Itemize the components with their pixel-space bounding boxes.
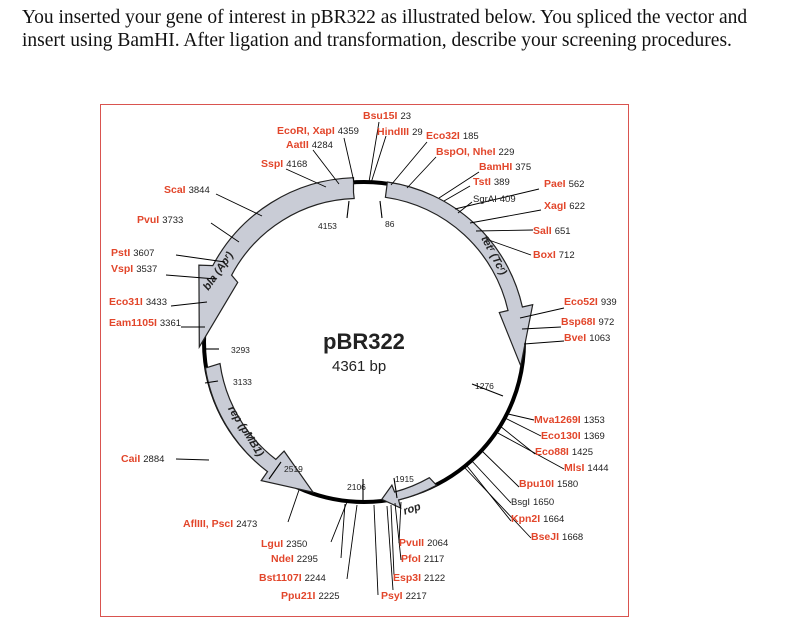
- plasmid-map-figure: [100, 104, 629, 617]
- site-label: BspOI, NheI 229: [436, 146, 515, 158]
- site-label: Eco130I 1369: [541, 430, 605, 442]
- site-label: Mva1269I 1353: [534, 414, 605, 426]
- gene-label-rep: rep (pMB1): [225, 403, 266, 459]
- site-label: VspI 3537: [111, 263, 158, 275]
- site-label: Bst1107I 2244: [259, 572, 326, 584]
- site-label: PvuII 2064: [399, 537, 449, 549]
- site-label: SgrAI 409: [473, 194, 516, 205]
- site-label: PvuI 3733: [137, 214, 184, 226]
- site-label: Bsp68I 972: [561, 316, 615, 328]
- coordinate-label: 86: [385, 219, 395, 229]
- gene-label-rop: rop: [401, 500, 423, 518]
- site-label: SspI 4168: [261, 158, 308, 170]
- site-label: BseJI 1668: [531, 531, 584, 543]
- site-label: Bsu15I 23: [363, 110, 412, 122]
- site-label: TstI 389: [473, 176, 510, 188]
- coordinate-label: 2519: [284, 464, 303, 474]
- site-label: PaeI 562: [544, 178, 585, 190]
- site-label: Eco88I 1425: [535, 446, 593, 458]
- site-label: BveI 1063: [564, 332, 611, 344]
- coordinate-label: 1276: [475, 381, 494, 391]
- site-label: AflIII, PscI 2473: [183, 518, 258, 530]
- site-label: Eco52I 939: [564, 296, 617, 308]
- gene-arrow-tet: [385, 182, 532, 366]
- coordinate-label: 4153: [318, 221, 337, 231]
- site-label: NdeI 2295: [271, 553, 318, 565]
- site-label: MlsI 1444: [564, 462, 609, 474]
- site-label: Esp3I 2122: [393, 572, 446, 584]
- site-label: PfoI 2117: [401, 553, 445, 565]
- site-label: AatII 4284: [286, 139, 333, 151]
- site-label: Eco31I 3433: [109, 296, 167, 308]
- site-label: Eco32I 185: [426, 130, 479, 142]
- plasmid-size: 4361 bp: [332, 358, 387, 375]
- coordinate-label: 2106: [347, 482, 366, 492]
- site-label: ScaI 3844: [164, 184, 210, 196]
- site-label: CaiI 2884: [121, 453, 165, 465]
- site-label: HindIII 29: [377, 126, 423, 138]
- coordinate-label: 1915: [395, 474, 414, 484]
- site-label: BoxI 712: [533, 249, 575, 261]
- site-label: BsgI 1650: [511, 497, 555, 508]
- site-label: PstI 3607: [111, 247, 155, 259]
- site-label: Bpu10I 1580: [519, 478, 579, 490]
- site-label: PsyI 2217: [381, 590, 427, 602]
- site-label: Kpn2I 1664: [511, 513, 565, 525]
- site-label: XagI 622: [544, 200, 586, 212]
- plasmid-map: [101, 105, 628, 616]
- question-text: You inserted your gene of interest in pBR322 as illustrated below. You spliced the vector and insert using BamHI. After ligation and transformation, describe your screening procedures.: [22, 7, 748, 51]
- coordinate-label: 3293: [231, 345, 250, 355]
- site-label: Eam1105I 3361: [109, 317, 182, 329]
- coordinate-label: 3133: [233, 377, 252, 387]
- site-label: LguI 2350: [261, 538, 308, 550]
- site-label: Ppu21I 2225: [281, 590, 340, 602]
- gene-label-bla: bla (Apʳ): [201, 249, 237, 293]
- plasmid-name: pBR322: [323, 329, 405, 354]
- gene-label-tet: tetʳ (Tcʳ): [478, 234, 509, 278]
- site-label: BamHI 375: [479, 161, 532, 173]
- site-label: EcoRI, XapI 4359: [277, 125, 359, 137]
- site-label: SalI 651: [533, 225, 571, 237]
